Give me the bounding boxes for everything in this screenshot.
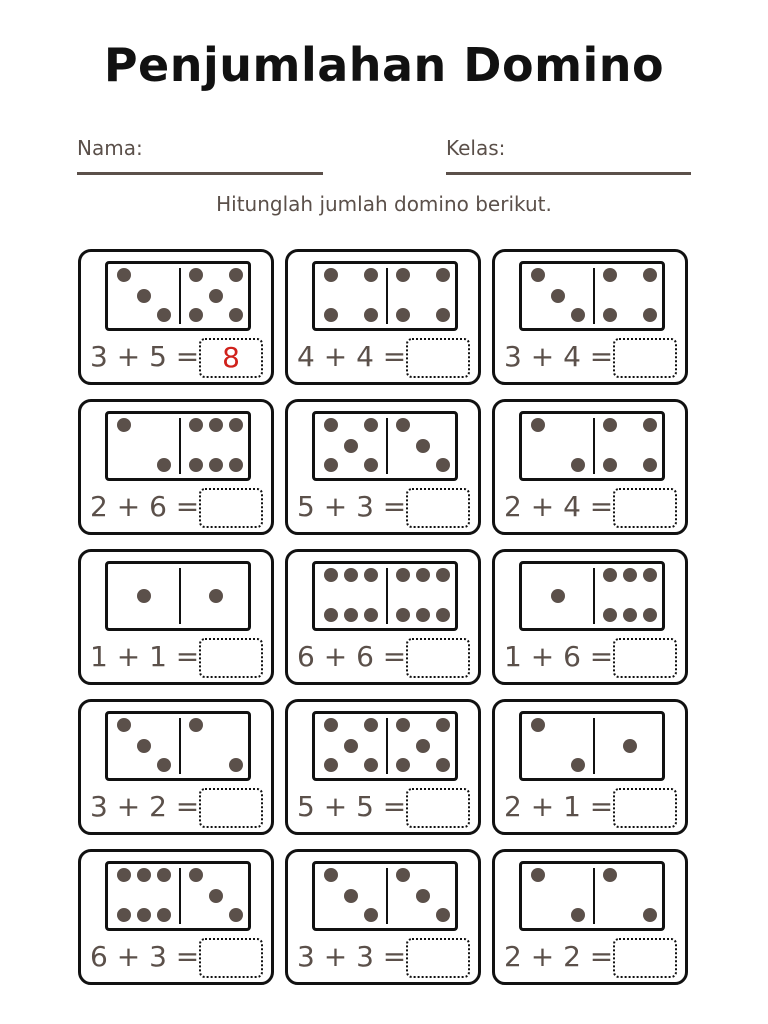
answer-box[interactable] xyxy=(199,788,263,828)
domino-pip xyxy=(364,458,378,472)
domino-pip xyxy=(531,418,545,432)
problem-card xyxy=(492,399,688,535)
domino-divider xyxy=(593,868,595,924)
domino-left-half xyxy=(522,864,592,928)
domino-tile xyxy=(519,861,665,931)
domino-pip xyxy=(571,458,585,472)
equation-text: 1 + 1 = xyxy=(90,640,200,673)
domino-divider xyxy=(386,718,388,774)
domino-pip xyxy=(396,608,410,622)
domino-pip xyxy=(157,758,171,772)
equation-text: 5 + 5 = xyxy=(297,790,407,823)
domino-pip xyxy=(229,758,243,772)
domino-pip xyxy=(344,739,358,753)
domino-pip xyxy=(324,268,338,282)
name-label: Nama: xyxy=(77,136,143,160)
domino-pip xyxy=(603,308,617,322)
domino-pip xyxy=(189,458,203,472)
problem-card xyxy=(285,699,481,835)
domino-pip xyxy=(137,739,151,753)
domino-pip xyxy=(157,908,171,922)
domino-pip xyxy=(364,908,378,922)
domino-pip xyxy=(189,718,203,732)
domino-tile xyxy=(312,261,458,331)
equation-text: 2 + 6 = xyxy=(90,490,200,523)
domino-divider xyxy=(179,868,181,924)
domino-pip xyxy=(324,568,338,582)
domino-pip xyxy=(364,568,378,582)
domino-pip xyxy=(436,908,450,922)
domino-divider xyxy=(179,568,181,624)
domino-pip xyxy=(603,268,617,282)
domino-pip xyxy=(209,589,223,603)
domino-pip xyxy=(436,458,450,472)
domino-pip xyxy=(324,608,338,622)
domino-pip xyxy=(396,758,410,772)
problem-card xyxy=(78,249,274,385)
domino-left-half xyxy=(315,564,385,628)
domino-right-half xyxy=(387,714,457,778)
domino-pip xyxy=(364,758,378,772)
domino-pip xyxy=(551,289,565,303)
domino-right-half xyxy=(180,714,250,778)
domino-left-half xyxy=(315,864,385,928)
domino-tile xyxy=(105,561,251,631)
domino-pip xyxy=(117,868,131,882)
domino-pip xyxy=(344,439,358,453)
domino-pip xyxy=(436,718,450,732)
equation-text: 3 + 5 = xyxy=(90,340,200,373)
answer-box[interactable] xyxy=(406,638,470,678)
domino-tile xyxy=(312,561,458,631)
domino-pip xyxy=(643,608,657,622)
domino-pip xyxy=(396,418,410,432)
domino-pip xyxy=(324,308,338,322)
domino-left-half xyxy=(108,564,178,628)
domino-right-half xyxy=(594,264,664,328)
domino-pip xyxy=(137,868,151,882)
equation-text: 2 + 2 = xyxy=(504,940,614,973)
domino-pip xyxy=(643,418,657,432)
domino-pip xyxy=(436,568,450,582)
domino-pip xyxy=(324,758,338,772)
class-label: Kelas: xyxy=(446,136,506,160)
problem-card xyxy=(285,249,481,385)
domino-pip xyxy=(344,889,358,903)
domino-pip xyxy=(643,908,657,922)
domino-pip xyxy=(229,418,243,432)
instruction-text: Hitunglah jumlah domino berikut. xyxy=(216,192,552,216)
domino-right-half xyxy=(387,564,457,628)
domino-pip xyxy=(436,758,450,772)
answer-box[interactable] xyxy=(199,938,263,978)
domino-pip xyxy=(364,608,378,622)
domino-pip xyxy=(229,308,243,322)
answer-box[interactable]: 8 xyxy=(199,338,263,378)
domino-pip xyxy=(436,268,450,282)
equation-text: 6 + 3 = xyxy=(90,940,200,973)
domino-divider xyxy=(386,268,388,324)
answer-box[interactable] xyxy=(613,488,677,528)
domino-pip xyxy=(396,568,410,582)
domino-pip xyxy=(229,908,243,922)
domino-pip xyxy=(117,908,131,922)
page-title: Penjumlahan Domino xyxy=(103,38,665,92)
domino-left-half xyxy=(108,414,178,478)
answer-box[interactable] xyxy=(406,338,470,378)
problem-card xyxy=(78,849,274,985)
domino-left-half xyxy=(108,264,178,328)
answer-box[interactable] xyxy=(613,788,677,828)
domino-left-half xyxy=(522,714,592,778)
equation-text: 6 + 6 = xyxy=(297,640,407,673)
domino-pip xyxy=(157,308,171,322)
domino-pip xyxy=(436,308,450,322)
problem-card xyxy=(492,699,688,835)
domino-tile xyxy=(105,861,251,931)
domino-right-half xyxy=(180,414,250,478)
domino-right-half xyxy=(180,564,250,628)
problem-card xyxy=(78,699,274,835)
domino-right-half xyxy=(387,414,457,478)
domino-right-half xyxy=(594,414,664,478)
domino-left-half xyxy=(522,564,592,628)
domino-pip xyxy=(396,718,410,732)
domino-pip xyxy=(209,418,223,432)
domino-pip xyxy=(209,289,223,303)
answer-box[interactable] xyxy=(199,638,263,678)
domino-pip xyxy=(623,608,637,622)
domino-pip xyxy=(189,418,203,432)
domino-pip xyxy=(603,568,617,582)
domino-right-half xyxy=(594,714,664,778)
domino-pip xyxy=(551,589,565,603)
equation-text: 2 + 1 = xyxy=(504,790,614,823)
problem-card xyxy=(285,399,481,535)
domino-pip xyxy=(643,308,657,322)
domino-pip xyxy=(229,268,243,282)
domino-pip xyxy=(324,458,338,472)
domino-pip xyxy=(137,589,151,603)
domino-pip xyxy=(531,268,545,282)
equation-text: 3 + 3 = xyxy=(297,940,407,973)
domino-tile xyxy=(312,711,458,781)
domino-left-half xyxy=(315,714,385,778)
domino-pip xyxy=(364,718,378,732)
domino-pip xyxy=(623,739,637,753)
problem-card xyxy=(492,549,688,685)
domino-divider xyxy=(593,718,595,774)
answer-box[interactable] xyxy=(613,938,677,978)
domino-pip xyxy=(643,458,657,472)
domino-tile xyxy=(105,411,251,481)
domino-divider xyxy=(179,268,181,324)
problem-card xyxy=(285,549,481,685)
domino-pip xyxy=(157,458,171,472)
equation-text: 1 + 6 = xyxy=(504,640,614,673)
domino-pip xyxy=(603,458,617,472)
problem-card xyxy=(78,399,274,535)
problem-card xyxy=(285,849,481,985)
domino-left-half xyxy=(315,414,385,478)
problem-card xyxy=(492,849,688,985)
answer-box[interactable] xyxy=(406,488,470,528)
domino-pip xyxy=(189,268,203,282)
answer-box[interactable] xyxy=(406,938,470,978)
domino-pip xyxy=(229,458,243,472)
equation-text: 3 + 4 = xyxy=(504,340,614,373)
domino-right-half xyxy=(387,264,457,328)
equation-text: 3 + 2 = xyxy=(90,790,200,823)
domino-pip xyxy=(531,868,545,882)
domino-pip xyxy=(416,439,430,453)
domino-pip xyxy=(643,568,657,582)
domino-pip xyxy=(396,268,410,282)
domino-pip xyxy=(623,568,637,582)
equation-text: 2 + 4 = xyxy=(504,490,614,523)
domino-divider xyxy=(593,568,595,624)
domino-pip xyxy=(364,268,378,282)
domino-pip xyxy=(364,418,378,432)
domino-right-half xyxy=(180,264,250,328)
answer-box[interactable] xyxy=(613,338,677,378)
domino-left-half xyxy=(522,264,592,328)
domino-pip xyxy=(571,758,585,772)
domino-left-half xyxy=(108,864,178,928)
domino-left-half xyxy=(108,714,178,778)
domino-right-half xyxy=(594,864,664,928)
domino-pip xyxy=(603,868,617,882)
domino-pip xyxy=(571,908,585,922)
domino-pip xyxy=(344,608,358,622)
domino-tile xyxy=(312,861,458,931)
domino-divider xyxy=(593,418,595,474)
domino-tile xyxy=(105,711,251,781)
domino-right-half xyxy=(180,864,250,928)
domino-right-half xyxy=(387,864,457,928)
domino-pip xyxy=(416,889,430,903)
domino-pip xyxy=(364,308,378,322)
answer-box[interactable] xyxy=(199,488,263,528)
problem-card xyxy=(78,549,274,685)
answer-box[interactable] xyxy=(613,638,677,678)
domino-pip xyxy=(189,868,203,882)
domino-tile xyxy=(519,411,665,481)
domino-pip xyxy=(117,268,131,282)
domino-pip xyxy=(137,289,151,303)
domino-pip xyxy=(344,568,358,582)
domino-tile xyxy=(105,261,251,331)
domino-right-half xyxy=(594,564,664,628)
domino-pip xyxy=(324,418,338,432)
domino-pip xyxy=(396,308,410,322)
problem-card xyxy=(492,249,688,385)
domino-divider xyxy=(386,418,388,474)
domino-pip xyxy=(571,308,585,322)
domino-divider xyxy=(179,718,181,774)
domino-pip xyxy=(209,889,223,903)
equation-text: 5 + 3 = xyxy=(297,490,407,523)
domino-pip xyxy=(643,268,657,282)
domino-pip xyxy=(157,868,171,882)
domino-divider xyxy=(386,868,388,924)
domino-pip xyxy=(436,608,450,622)
domino-pip xyxy=(416,568,430,582)
domino-pip xyxy=(416,739,430,753)
domino-pip xyxy=(324,868,338,882)
domino-pip xyxy=(416,608,430,622)
domino-left-half xyxy=(522,414,592,478)
domino-tile xyxy=(312,411,458,481)
domino-pip xyxy=(396,868,410,882)
domino-pip xyxy=(603,608,617,622)
domino-pip xyxy=(531,718,545,732)
domino-divider xyxy=(593,268,595,324)
domino-divider xyxy=(179,418,181,474)
answer-box[interactable] xyxy=(406,788,470,828)
domino-pip xyxy=(603,418,617,432)
domino-divider xyxy=(386,568,388,624)
domino-left-half xyxy=(315,264,385,328)
domino-pip xyxy=(324,718,338,732)
domino-pip xyxy=(209,458,223,472)
domino-pip xyxy=(117,418,131,432)
domino-pip xyxy=(117,718,131,732)
domino-tile xyxy=(519,711,665,781)
domino-pip xyxy=(137,908,151,922)
domino-tile xyxy=(519,261,665,331)
domino-tile xyxy=(519,561,665,631)
equation-text: 4 + 4 = xyxy=(297,340,407,373)
domino-pip xyxy=(189,308,203,322)
